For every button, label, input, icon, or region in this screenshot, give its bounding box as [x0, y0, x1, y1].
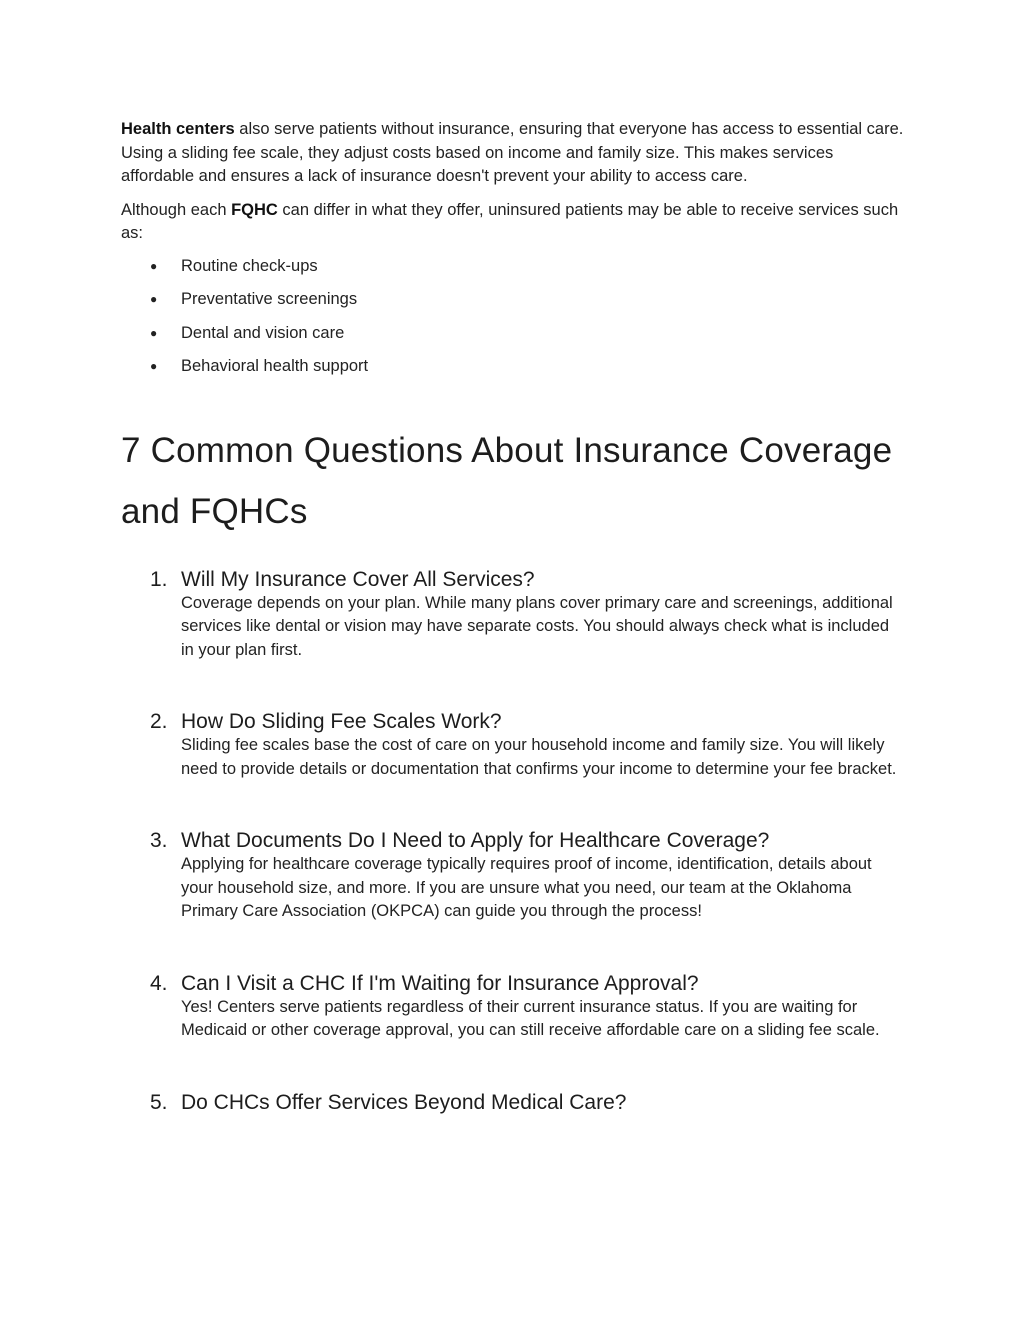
list-item — [121, 255, 906, 279]
intro-bold-lead: Health centers — [121, 120, 235, 138]
list-item — [121, 288, 906, 312]
faq-question: Can I Visit a CHC If I'm Waiting for Insurance Approval? — [181, 971, 699, 995]
section-heading: 7 Common Questions About Insurance Coverage and FQHCs — [121, 430, 893, 531]
intro-paragraph — [121, 118, 906, 189]
faq-number: 1. — [150, 567, 168, 591]
lead-bold-fqhc: FQHC — [231, 200, 278, 219]
faq-number: 4. — [150, 971, 168, 995]
faq-answer: Applying for healthcare coverage typically requires proof of income, identification, details about your household size, and more. If you are unsure what you need, our team at the Oklahoma Primary Care Association (OKPCA) can guide you through the process! — [181, 855, 872, 920]
faq-answer: Yes! Centers serve patients regardless of their current insurance status. If you are waiting for Medicaid or other coverage approval, you can still receive affordable care on a sliding fee scale. — [181, 997, 880, 1039]
list-item — [121, 322, 906, 346]
faq-item — [121, 567, 906, 663]
faq-item — [121, 1090, 906, 1115]
list-item-text: Dental and vision care — [181, 323, 345, 342]
bullet-icon: ● — [150, 292, 158, 306]
faq-question: How Do Sliding Fee Scales Work? — [181, 710, 502, 733]
list-item-text: Preventative screenings — [181, 290, 358, 308]
faq-answer: Sliding fee scales base the cost of care on your household income and family size. You will likely need to provide details or documentation that confirms your income to determine your fee bracket. — [181, 736, 897, 778]
services-list — [121, 255, 906, 379]
faq-question: Do CHCs Offer Services Beyond Medical Care? — [181, 1090, 627, 1114]
faq-question: Will My Insurance Cover All Services? — [181, 567, 535, 591]
bullet-icon: ● — [150, 359, 158, 373]
faq-number: 3. — [150, 829, 168, 852]
bullet-icon: ● — [150, 325, 158, 340]
services-lead-paragraph — [121, 199, 906, 246]
faq-item — [121, 971, 906, 1043]
faq-answer: Coverage depends on your plan. While many plans cover primary care and screenings, additional services like dental or vision may have separate costs. You should always check what is included in your plan first. — [181, 593, 893, 659]
lead-text-before: Although each — [121, 200, 232, 219]
bullet-icon: ● — [150, 258, 158, 273]
faq-number: 2. — [150, 710, 168, 733]
faq-number: 5. — [150, 1090, 168, 1114]
faq-item — [121, 709, 906, 781]
faq-list — [121, 567, 906, 1115]
lead-text-after: can differ in what they offer, uninsured patients may be able to receive services such as: — [121, 200, 899, 242]
faq-question: What Documents Do I Need to Apply for Healthcare Coverage? — [181, 829, 770, 852]
intro-text: also serve patients without insurance, ensuring that everyone has access to essential care. Using a sliding fee scale, they adjust costs based on income and family size. This makes services affordable and ensures a lack of insurance doesn't prevent your ability to access care. — [121, 120, 904, 185]
list-item — [121, 355, 906, 379]
list-item-text: Routine check-ups — [181, 256, 318, 275]
list-item-text: Behavioral health support — [181, 357, 369, 375]
faq-item — [121, 828, 906, 924]
document-page — [121, 118, 906, 1162]
